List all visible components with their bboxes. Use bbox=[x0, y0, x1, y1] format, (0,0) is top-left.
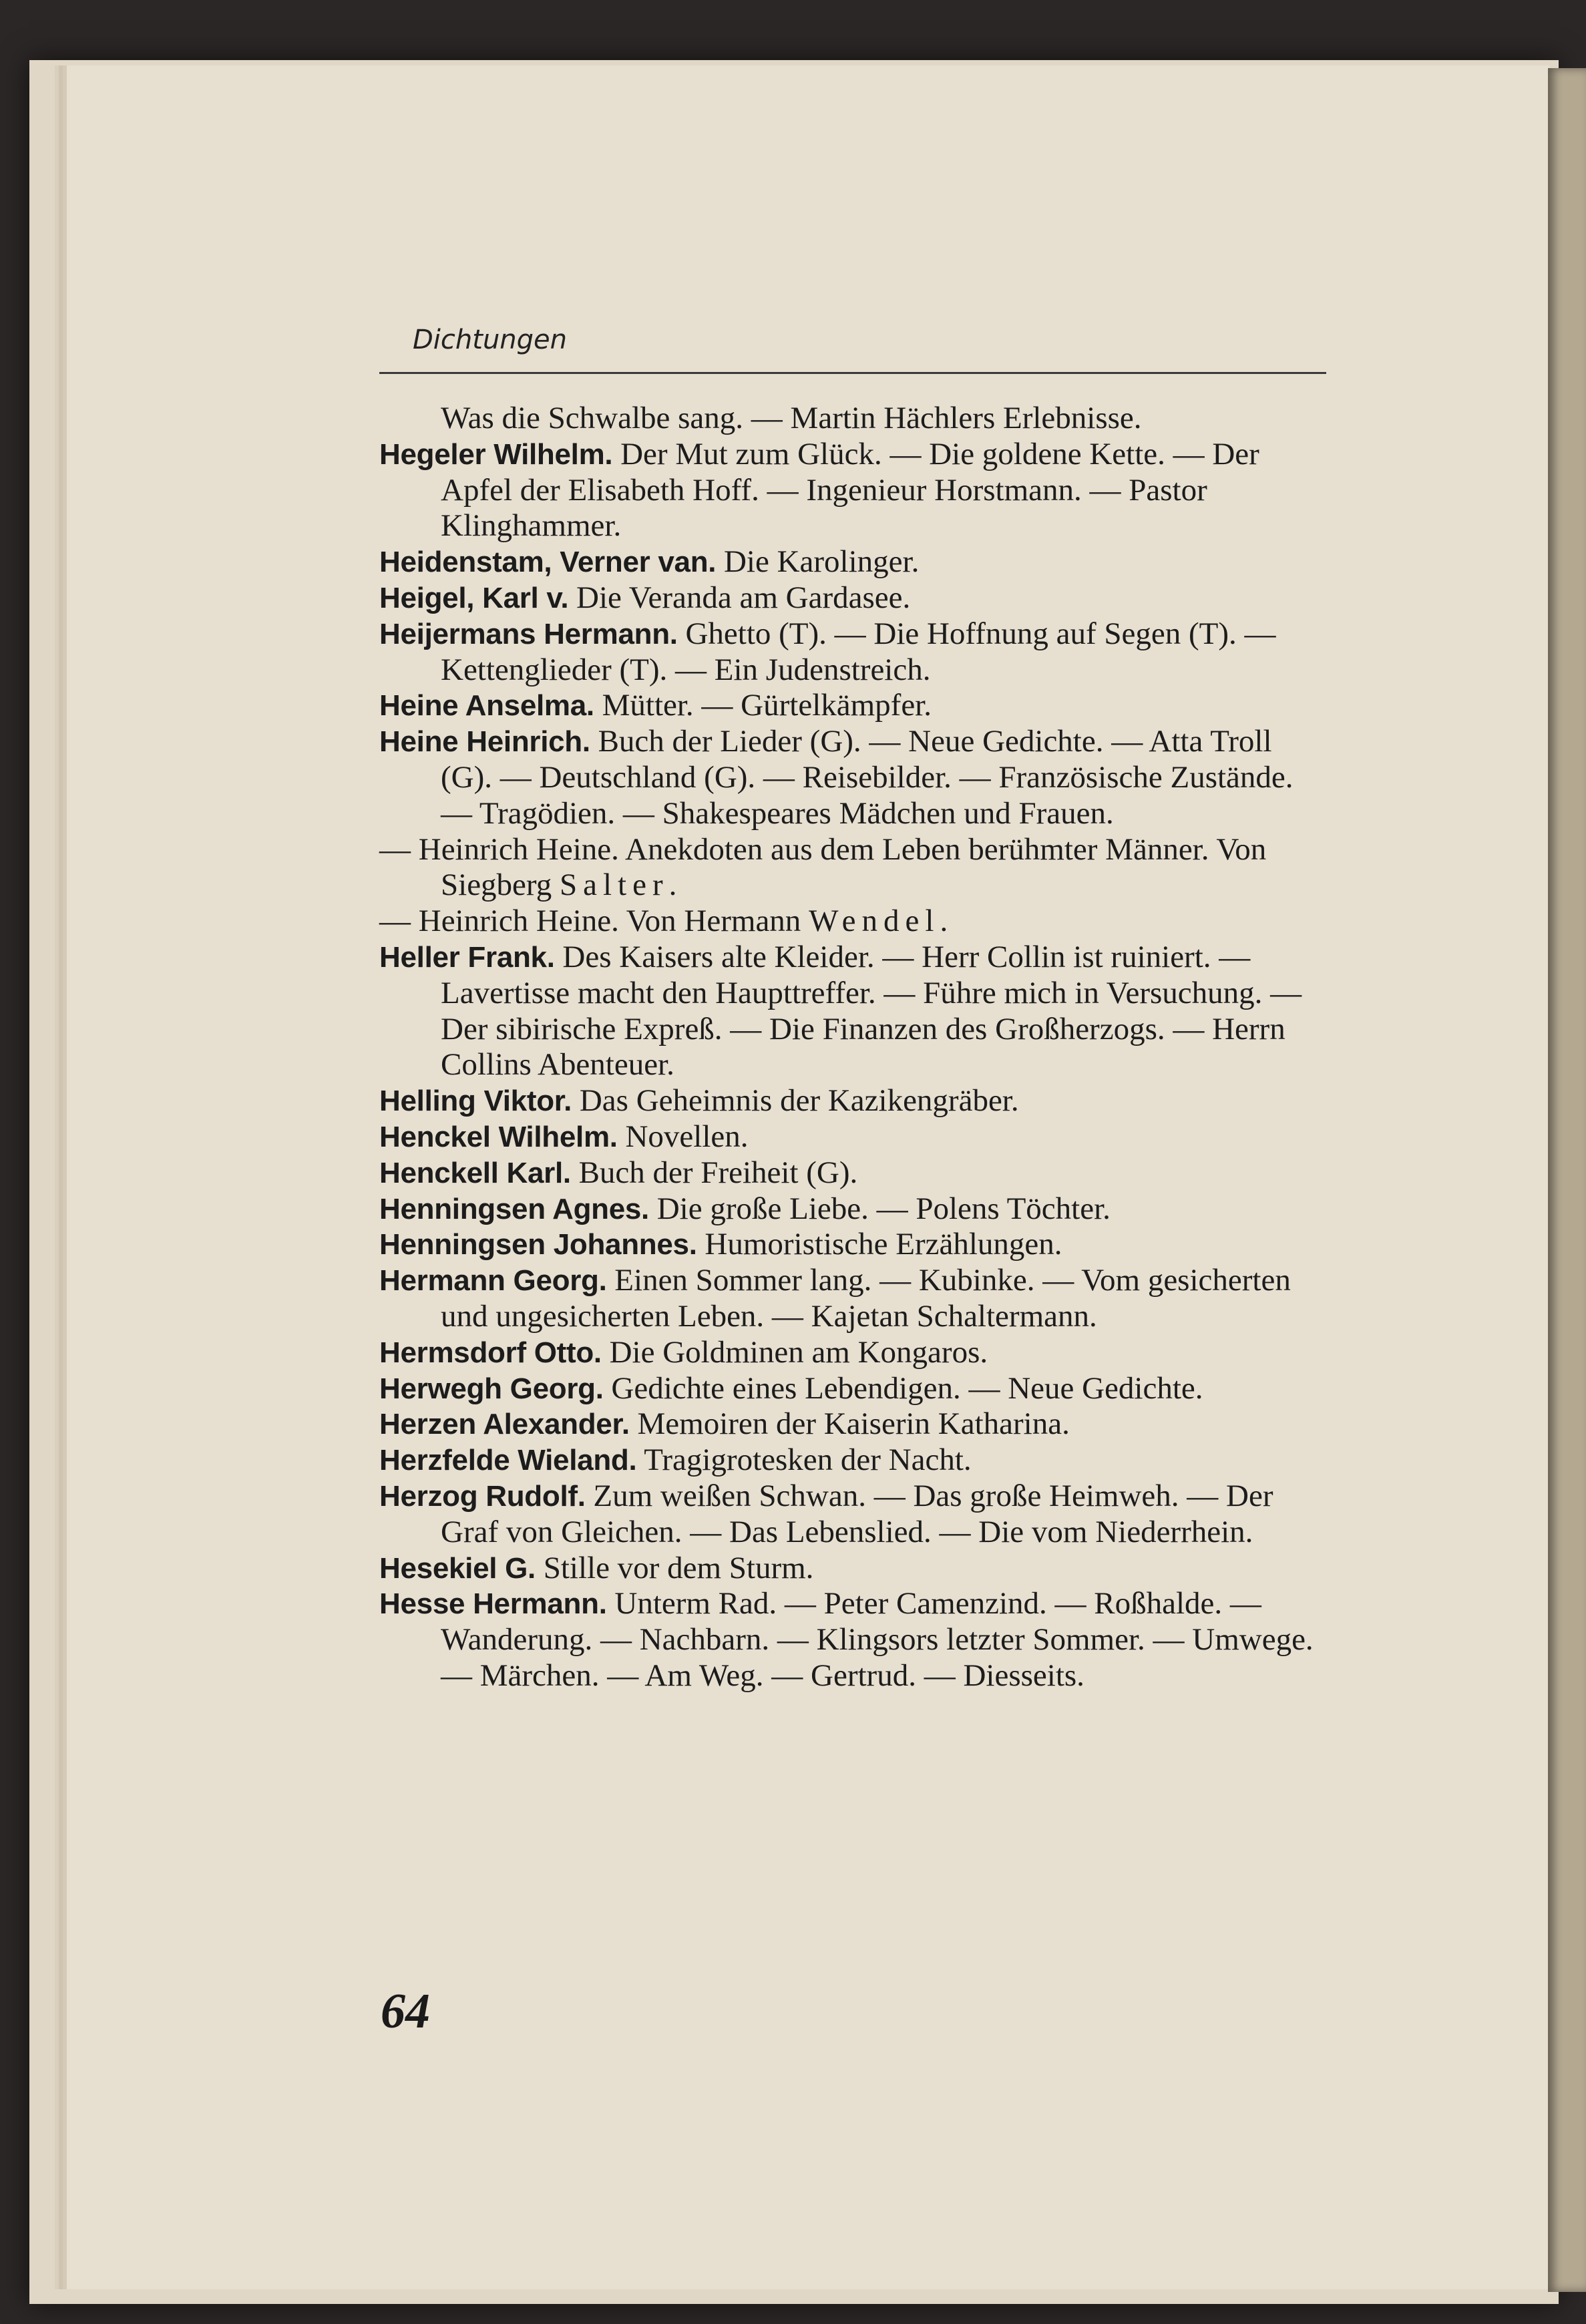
work-titles: Ghetto (T). — Die Hoffnung auf Segen (T). — Kettenglieder (T). — Ein Judenstreich. bbox=[441, 616, 1276, 687]
ditto-dash: — bbox=[379, 904, 419, 939]
work-titles: Heinrich Heine. Anekdoten aus dem Leben berühmter Männer. Von Siegberg bbox=[418, 831, 1267, 903]
author-name: Henningsen Agnes. bbox=[379, 1192, 649, 1225]
entry-heller bbox=[379, 940, 1326, 1083]
work-titles: Die Karolinger. bbox=[716, 544, 920, 580]
work-titles: Einen Sommer lang. — Kubinke. — Vom gesicherten und ungesicherten Leben. — Kajetan Schaltermann. bbox=[441, 1263, 1291, 1334]
author-name: Henningsen Johannes. bbox=[379, 1228, 697, 1262]
work-titles: Stille vor dem Sturm. bbox=[535, 1550, 814, 1585]
entry-heine-salter: — Heinrich Heine. Anekdoten aus dem Leben berühmter Männer. Von Siegberg Salter. bbox=[379, 831, 1267, 903]
ditto-dash: — bbox=[379, 831, 419, 867]
author-name: Helling Viktor. bbox=[379, 1085, 572, 1118]
entry-heine-anselma bbox=[379, 688, 1326, 724]
entry-heigel bbox=[379, 580, 1326, 616]
entry-hermsdorf bbox=[379, 1335, 1326, 1371]
facing-page-edge bbox=[1548, 68, 1586, 2292]
entry-hermann bbox=[379, 1263, 1326, 1335]
work-titles: Memoiren der Kaiserin Katharina. bbox=[629, 1406, 1070, 1442]
entry-herzfelde bbox=[379, 1442, 1326, 1479]
work-titles: Heinrich Heine. Von Hermann bbox=[418, 904, 809, 939]
work-titles: Zum weißen Schwan. — Das große Heimweh. — Der Graf von Gleichen. — Das Lebenslied. — Die vom Niederrhein. bbox=[441, 1478, 1273, 1549]
author-name: Heine Heinrich. bbox=[379, 725, 590, 759]
author-name: Herzen Alexander. bbox=[379, 1408, 630, 1441]
entry-heidenstam bbox=[379, 544, 1326, 580]
author-name: Hesekiel G. bbox=[379, 1551, 536, 1585]
spaced-name: Salter bbox=[559, 867, 669, 903]
entry-hesse bbox=[379, 1586, 1326, 1694]
work-titles: Die große Liebe. — Polens Töchter. bbox=[648, 1191, 1111, 1226]
author-name: Heller Frank. bbox=[379, 940, 555, 974]
entry-herzen bbox=[379, 1406, 1326, 1442]
entry-heine-heinrich bbox=[379, 724, 1326, 831]
bibliography-list bbox=[379, 401, 1326, 1694]
author-name: Herwegh Georg. bbox=[379, 1372, 604, 1405]
continuation-entry: Was die Schwalbe sang. — Martin Hächlers Erlebnisse. bbox=[441, 401, 1142, 435]
work-titles: Tragigrotesken der Nacht. bbox=[636, 1442, 972, 1478]
entry-henningsen-agnes bbox=[379, 1191, 1326, 1227]
work-titles: Buch der Lieder (G). — Neue Gedichte. — Atta Troll (G). — Deutschland (G). — Reisebilder. — Französische Zustände. — Tragödien. — Shakespeares Mädchen und Frauen. bbox=[441, 724, 1294, 831]
author-name: Hesse Hermann. bbox=[379, 1587, 607, 1621]
page-number: 64 bbox=[381, 1984, 430, 2039]
work-titles: Das Geheimnis der Kazikengräber. bbox=[572, 1083, 1019, 1119]
author-name: Hermann Georg. bbox=[379, 1264, 607, 1298]
author-name: Herzfelde Wieland. bbox=[379, 1444, 637, 1477]
author-name: Henckell Karl. bbox=[379, 1156, 571, 1189]
author-name: Hermsdorf Otto. bbox=[379, 1336, 602, 1369]
author-name: Hegeler Wilhelm. bbox=[379, 437, 613, 471]
entry-herzog bbox=[379, 1479, 1326, 1551]
work-titles: Humoristische Erzählungen. bbox=[697, 1227, 1062, 1262]
work-titles: Mütter. — Gürtelkämpfer. bbox=[594, 688, 932, 723]
entry-herwegh bbox=[379, 1371, 1326, 1407]
author-name: Heijermans Hermann. bbox=[379, 617, 678, 650]
entry-hegeler bbox=[379, 437, 1326, 544]
spaced-name: Wendel bbox=[809, 904, 940, 939]
running-header: Dichtungen bbox=[413, 325, 567, 355]
work-titles: Die Veranda am Gardasee. bbox=[568, 580, 911, 615]
entry-heine-wendel: — Heinrich Heine. Von Hermann Wendel. bbox=[379, 904, 948, 939]
author-name: Heigel, Karl v. bbox=[379, 581, 569, 614]
entry-henckell bbox=[379, 1155, 1326, 1191]
work-titles: Die Goldminen am Kongaros. bbox=[601, 1334, 988, 1370]
work-titles: Der Mut zum Glück. — Die goldene Kette. — Der Apfel der Elisabeth Hoff. — Ingenieur Horstmann. — Pastor Klinghammer. bbox=[441, 436, 1259, 544]
author-name: Herzog Rudolf. bbox=[379, 1479, 586, 1513]
author-name: Heine Anselma. bbox=[379, 689, 594, 723]
entry-henningsen-johannes bbox=[379, 1227, 1326, 1263]
work-titles: Gedichte eines Lebendigen. — Neue Gedichte. bbox=[603, 1370, 1203, 1406]
entry-heijermans bbox=[379, 616, 1326, 689]
author-name: Henckel Wilhelm. bbox=[379, 1120, 618, 1153]
work-titles: Buch der Freiheit (G). bbox=[570, 1155, 858, 1190]
entry-henckel bbox=[379, 1119, 1326, 1155]
work-titles: Novellen. bbox=[617, 1119, 749, 1154]
entry-hesekiel bbox=[379, 1551, 1326, 1587]
author-name: Heidenstam, Verner van. bbox=[379, 546, 717, 579]
entry-helling bbox=[379, 1083, 1326, 1119]
header-rule bbox=[379, 372, 1326, 374]
work-titles: Unterm Rad. — Peter Camenzind. — Roßhalde. — Wanderung. — Nachbarn. — Klingsors letzter Sommer. — Umwege. — Märchen. — Am Weg. — Gertrud. — Diesseits. bbox=[441, 1586, 1314, 1693]
work-titles: Des Kaisers alte Kleider. — Herr Collin ist ruiniert. — Lavertisse macht den Haupttreffer. — Führe mich in Versuchung. — Der sibirische Expreß. — Die Finanzen des Großherzogs. — Herrn Collins Abenteuer. bbox=[441, 939, 1302, 1083]
